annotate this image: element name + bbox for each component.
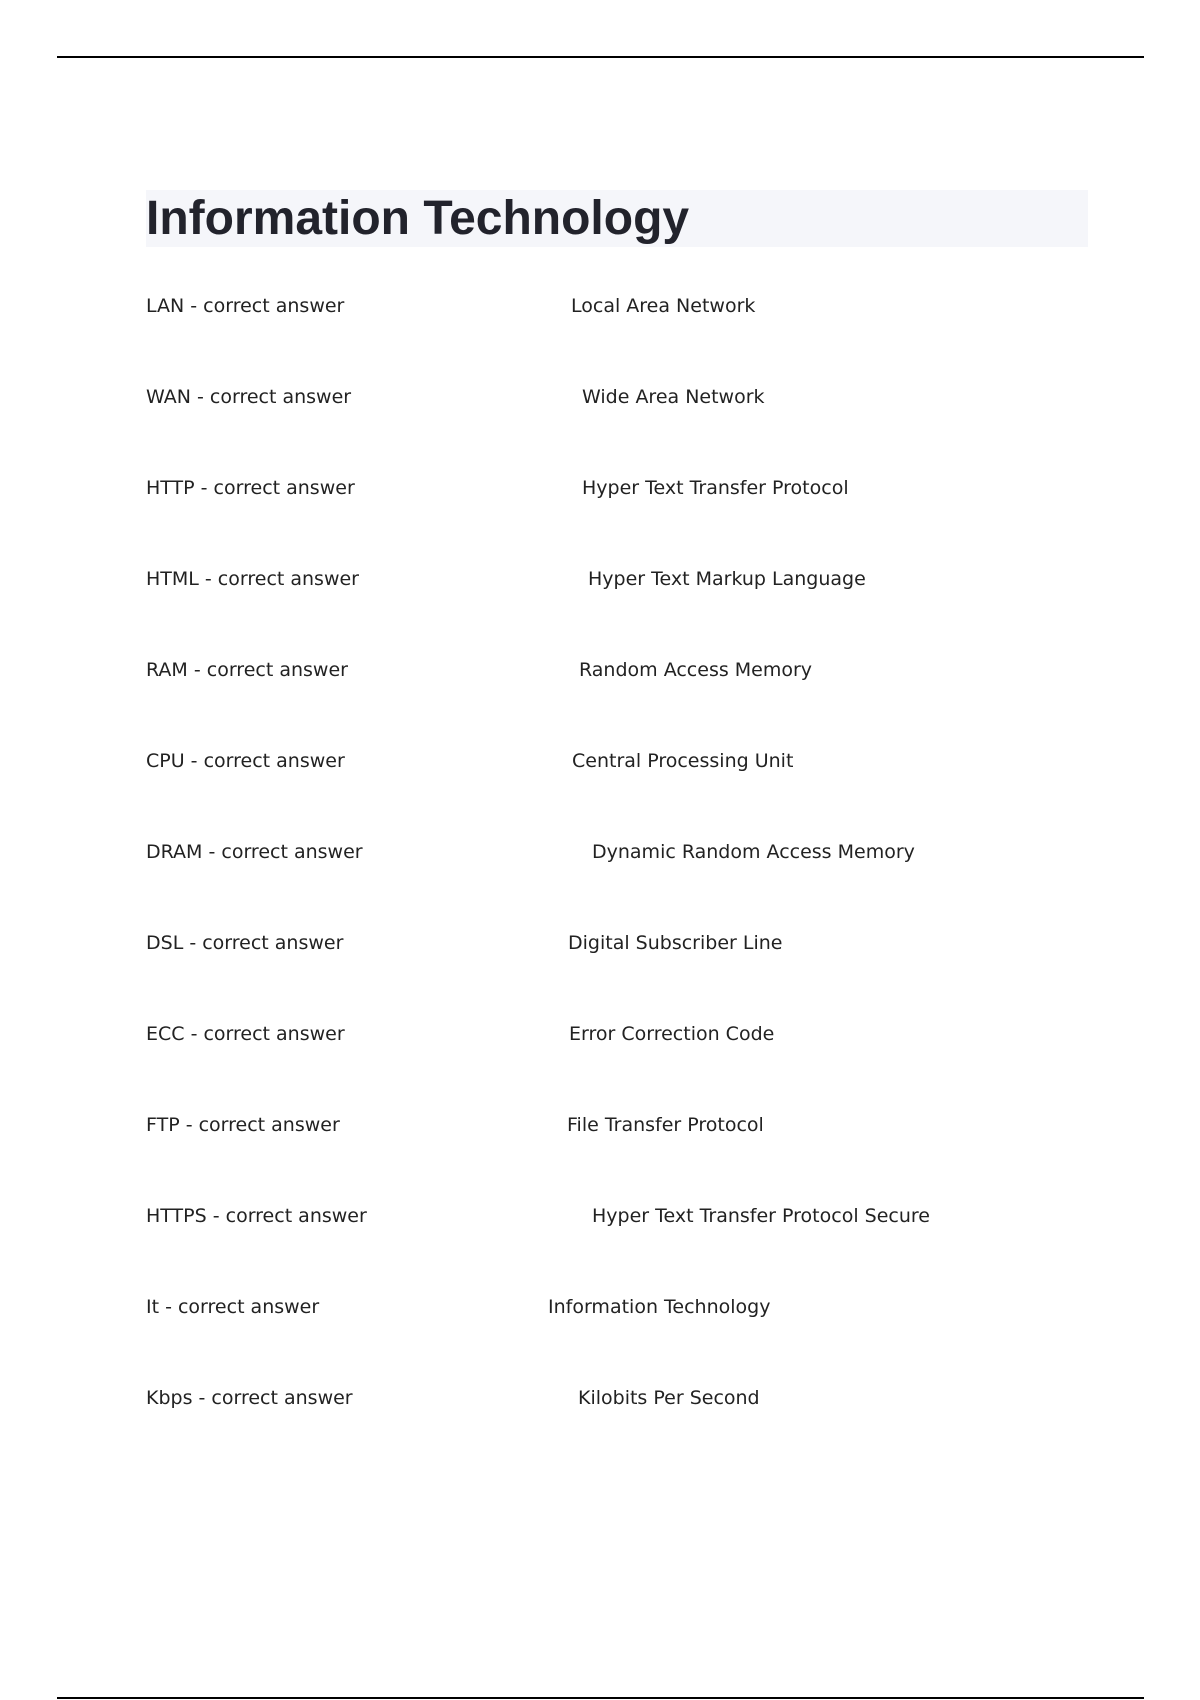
list-item	[146, 290, 1096, 381]
list-item	[146, 927, 1096, 1018]
list-item	[146, 1109, 1096, 1200]
term: FTP - correct answer	[146, 1114, 340, 1136]
list-item	[146, 381, 1096, 472]
term: HTTPS - correct answer	[146, 1205, 367, 1227]
list-item	[146, 836, 1096, 927]
term: RAM - correct answer	[146, 659, 348, 681]
term: HTML - correct answer	[146, 568, 359, 590]
definition: Digital Subscriber Line	[568, 932, 783, 954]
term: ECC - correct answer	[146, 1023, 345, 1045]
list-item	[146, 1018, 1096, 1109]
term: WAN - correct answer	[146, 386, 352, 408]
term: LAN - correct answer	[146, 295, 345, 317]
list-item	[146, 654, 1096, 745]
term: DRAM - correct answer	[146, 841, 363, 863]
footer-rule	[57, 1697, 1144, 1699]
definition: Central Processing Unit	[572, 750, 794, 772]
list-item	[146, 1291, 1096, 1382]
page-title: Information Technology	[146, 192, 690, 245]
term: Kbps - correct answer	[146, 1387, 353, 1409]
definition: Hyper Text Markup Language	[588, 568, 866, 590]
definition: Hyper Text Transfer Protocol	[582, 477, 849, 499]
term-list	[146, 290, 1096, 1473]
term: CPU - correct answer	[146, 750, 345, 772]
term: HTTP - correct answer	[146, 477, 355, 499]
definition: Information Technology	[548, 1296, 771, 1318]
definition: Random Access Memory	[579, 659, 813, 681]
definition: Local Area Network	[571, 295, 756, 317]
term: DSL - correct answer	[146, 932, 344, 954]
list-item	[146, 1200, 1096, 1291]
term: It - correct answer	[146, 1296, 320, 1318]
definition: Dynamic Random Access Memory	[592, 841, 915, 863]
list-item	[146, 563, 1096, 654]
definition: Kilobits Per Second	[578, 1387, 760, 1409]
list-item	[146, 745, 1096, 836]
header-rule	[57, 56, 1144, 58]
definition: Wide Area Network	[582, 386, 765, 408]
definition: Hyper Text Transfer Protocol Secure	[592, 1205, 930, 1227]
definition: Error Correction Code	[569, 1023, 775, 1045]
definition: File Transfer Protocol	[567, 1114, 764, 1136]
list-item	[146, 1382, 1096, 1473]
list-item	[146, 472, 1096, 563]
